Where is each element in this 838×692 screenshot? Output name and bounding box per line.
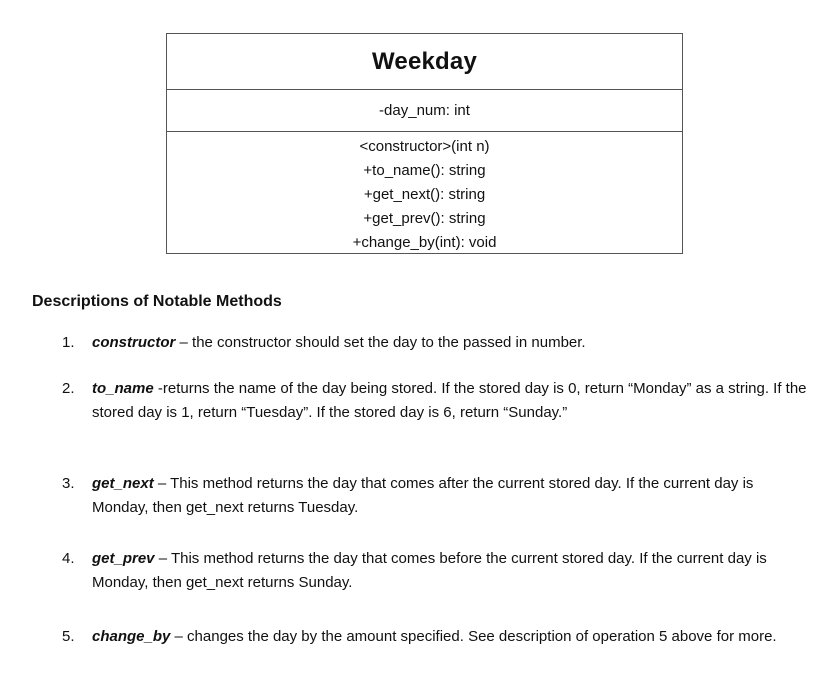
list-item-number: 2.: [62, 380, 75, 397]
list-item-number: 4.: [62, 550, 75, 567]
descriptions-list: [62, 331, 812, 649]
uml-class-name: Weekday: [167, 34, 682, 90]
list-item-body: [92, 625, 812, 649]
method-term: to_name: [92, 380, 154, 397]
uml-method-to-name: +to_name(): string: [363, 162, 486, 179]
list-item: [62, 377, 812, 425]
method-term: get_prev: [92, 550, 155, 567]
method-term: constructor: [92, 334, 176, 351]
list-item-body: [92, 331, 812, 355]
list-item-body: [92, 377, 812, 425]
method-description: -returns the name of the day being stored. If the stored day is 0, return “Monday” as a string. If the stored day is 1, return “Tuesday”. If the stored day is 6, return “Sunday.”: [92, 380, 807, 421]
method-description: – changes the day by the amount specified. See description of operation 5 above for more.: [170, 628, 777, 645]
uml-method-change-by: +change_by(int): void: [352, 234, 497, 251]
uml-method-get-prev: +get_prev(): string: [363, 210, 486, 227]
method-description: – the constructor should set the day to the passed in number.: [175, 334, 586, 351]
uml-method-get-next: +get_next(): string: [363, 186, 486, 203]
list-item: [62, 547, 812, 595]
uml-method-constructor: <constructor>(int n): [359, 138, 490, 155]
method-term: get_next: [92, 475, 154, 492]
list-item: [62, 625, 812, 649]
list-item-number: 5.: [62, 628, 75, 645]
list-item: [62, 331, 812, 355]
list-item-body: [92, 547, 812, 595]
uml-attribute: -day_num: int: [379, 102, 470, 119]
list-item-number: 1.: [62, 334, 75, 351]
uml-class-box: [166, 33, 683, 254]
uml-methods: [167, 132, 682, 255]
descriptions-heading: Descriptions of Notable Methods: [32, 293, 282, 310]
method-term: change_by: [92, 628, 171, 645]
list-item-number: 3.: [62, 475, 75, 492]
list-item-body: [92, 472, 812, 520]
uml-attributes: [167, 90, 682, 132]
method-description: – This method returns the day that comes after the current stored day. If the current day is Monday, then get_next returns Tuesday.: [92, 475, 754, 516]
method-description: – This method returns the day that comes before the current stored day. If the current day is Monday, then get_next returns Sunday.: [92, 550, 767, 591]
list-item: [62, 472, 812, 520]
